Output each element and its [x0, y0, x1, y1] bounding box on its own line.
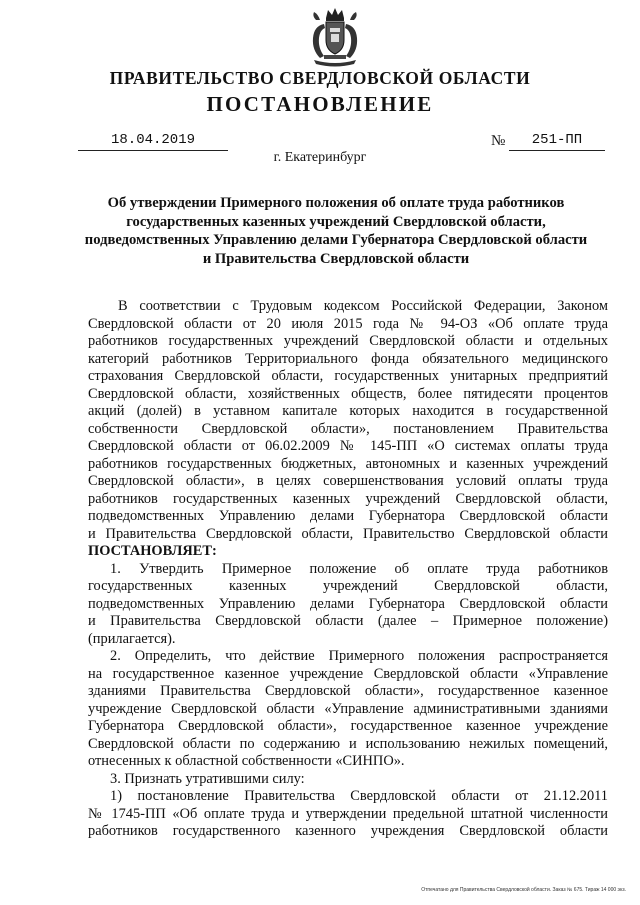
number-label: № [491, 133, 506, 149]
body-line: Губернатора Свердловской области», государственное казенное учреждение [88, 718, 608, 734]
title-line: Об утверждении Примерного положения об оплате труда работников [107, 195, 565, 211]
body-line: страхования Свердловской области, государственных унитарных предприятий [88, 368, 608, 384]
body-line: государственных казенных учреждений Свердловской области, [88, 578, 608, 594]
decree-title [66, 194, 606, 269]
decree-date: 18.04.2019 [110, 132, 195, 148]
body-line: учреждение Свердловской области «Управление административными зданиями [88, 700, 608, 717]
decree-number: 251-ПП [531, 132, 583, 148]
body-line: Свердловской области от 20 июля 2015 года № 94-ОЗ «Об оплате труда [88, 315, 608, 332]
coat-of-arms-icon [304, 6, 366, 68]
body-line: работников государственных учреждений Свердловской области и отдельных [88, 333, 608, 349]
body-line: и Правительства Свердловской области, Правительство Свердловской области [88, 525, 608, 542]
body-line: 1) постановление Правительства Свердловской области от 21.12.2011 [110, 788, 608, 804]
print-imprint: Отпечатано для Правительства Свердловской области. Заказ № 675. Тираж 14 000 экз. [421, 887, 626, 893]
body-line: 1. Утвердить Примерное положение об оплате труда работников [110, 560, 608, 577]
title-line: подведомственных Управлению делами Губернатора Свердловской области [84, 232, 588, 249]
title-line: государственных казенных учреждений Свердловской области, [126, 213, 546, 230]
body-line: собственности Свердловской области», постановлением Правительства [88, 420, 608, 437]
body-line: акций (долей) в уставном капитале которых находится в государственной [88, 403, 608, 419]
body-line: работников государственного казенного учреждения Свердловской области [88, 823, 608, 839]
body-line: зданиями Правительства Свердловской области», государственное казенное [88, 683, 608, 699]
body-line: Свердловской области от 06.02.2009 № 145-ПП «О системах оплаты труда [88, 438, 608, 454]
government-name: ПРАВИТЕЛЬСТВО СВЕРДЛОВСКОЙ ОБЛАСТИ [109, 68, 531, 88]
city: г. Екатеринбург [273, 150, 367, 165]
document-type: ПОСТАНОВЛЕНИЕ [206, 92, 434, 116]
body-line: категорий работников Территориального фонда обязательного медицинского [88, 350, 608, 367]
body-line: Свердловской области по содержанию и использованию нежилых помещений, [88, 735, 608, 752]
body-line: и Правительства Свердловской области (далее – Примерное положение) [88, 613, 608, 629]
body-line: работников государственных бюджетных, автономных и казенных учреждений [88, 455, 608, 472]
body-line: работников государственных казенных учреждений Свердловской области, [88, 490, 608, 507]
resolution-keyword: ПОСТАНОВЛЯЕТ: [88, 543, 217, 559]
body-line: 2. Определить, что действие Примерного положения распространяется [110, 648, 608, 664]
body-line: отнесенных к областной собственности «СИНПО». [88, 753, 405, 769]
body-line: Свердловской области», в целях совершенствования условий оплаты труда [88, 473, 608, 489]
body-line: подведомственных Управлению делами Губернатора Свердловской области [88, 508, 608, 524]
decree-body [88, 298, 608, 841]
title-line: и Правительства Свердловской области [202, 251, 470, 268]
body-line: 3. Признать утратившими силу: [110, 770, 305, 787]
body-line: Свердловской области, хозяйственных обществ, более пятидесяти процентов [88, 385, 608, 402]
body-line: № 1745-ПП «Об оплате труда и утверждении предельной штатной численности [88, 805, 608, 822]
body-line: (прилагается). [88, 630, 176, 647]
body-line: подведомственных Управлению делами Губернатора Свердловской области [88, 595, 608, 612]
body-line: на государственное казенное учреждение Свердловской области «Управление [88, 665, 608, 682]
body-line: В соответствии с Трудовым кодексом Российской Федерации, Законом [118, 298, 608, 314]
